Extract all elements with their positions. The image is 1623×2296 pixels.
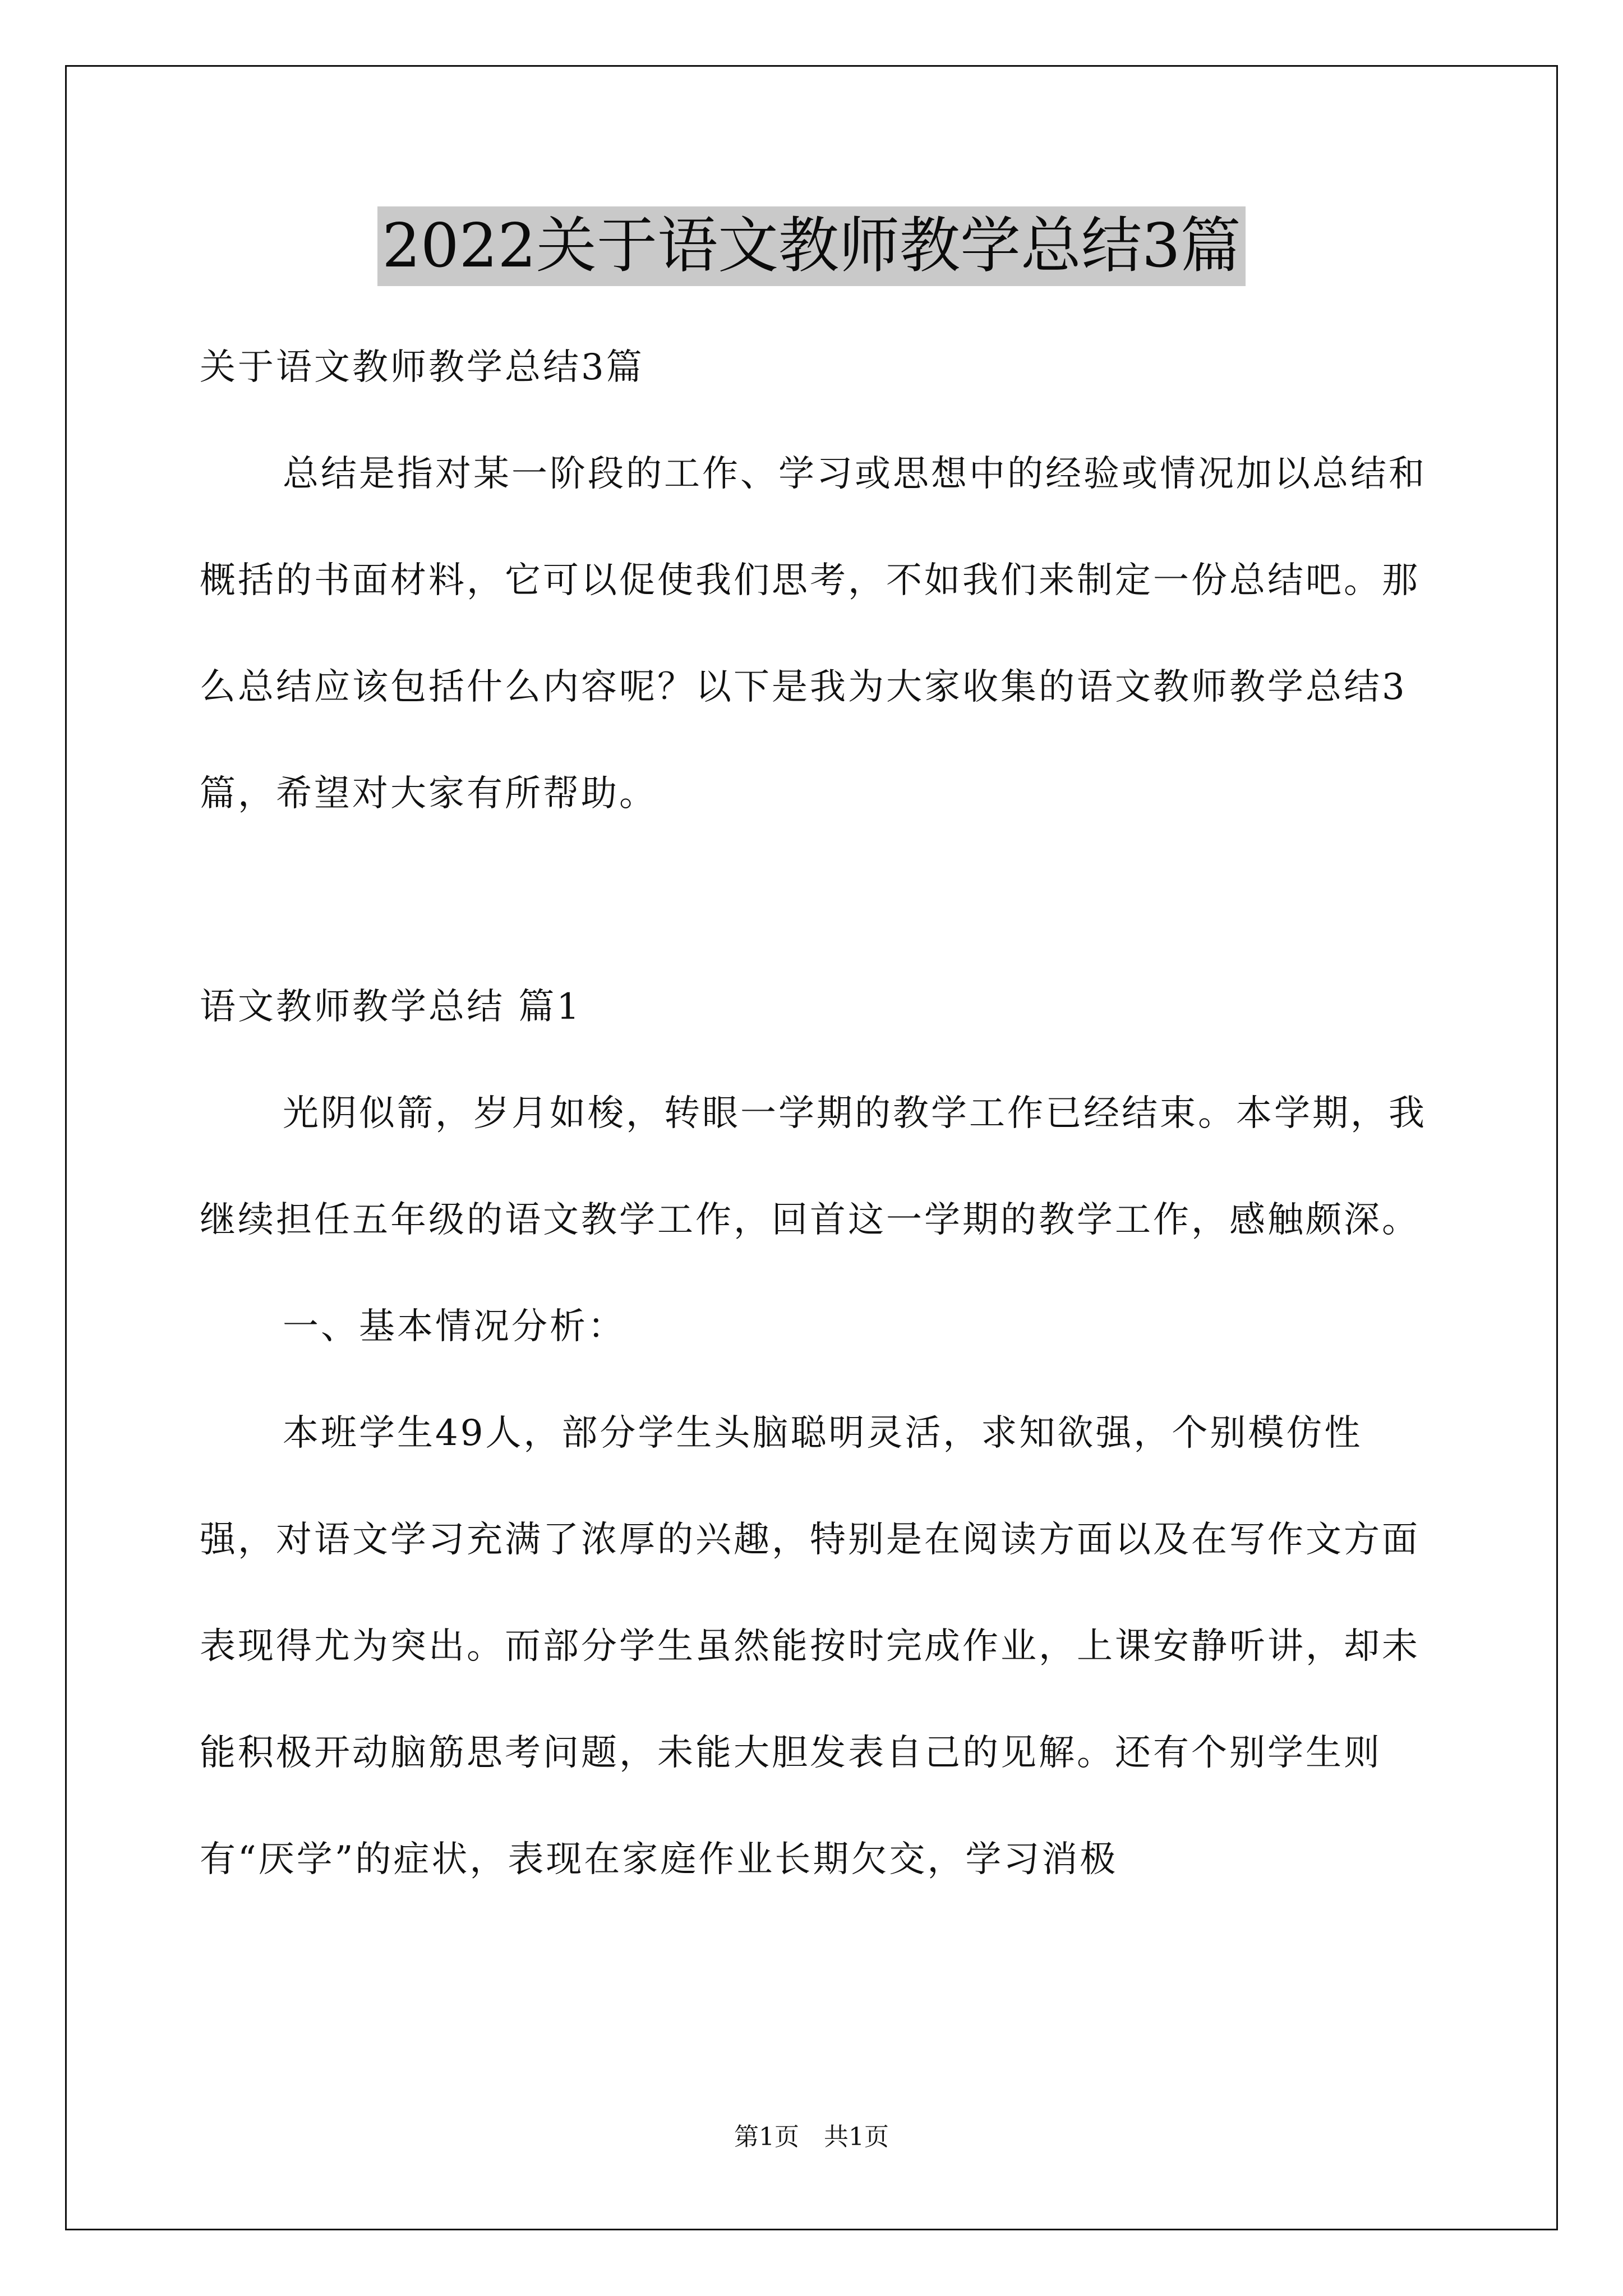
section-paragraph-2: 本班学生49人，部分学生头脑聪明灵活，求知欲强，个别模仿性强，对语文学习充满了浓厚的兴趣，特别是在阅读方面以及在写作文方面表现得尤为突出。而部分学生虽然能按时完成作业，上课安静听讲，却未能积极开动脑筋思考问题，未能大胆发表自己的见解。还有个别学生则有“厌学”的症状，表现在家庭作业长期欠交，学习消极 [200,1412,1420,1880]
document-title: 2022关于语文教师教学总结3篇 [377,206,1246,286]
document-body [200,314,1433,1913]
section-heading: 语文教师教学总结 篇1 [200,986,582,1028]
page-footer: 第1页 共1页 [734,2123,889,2151]
section-paragraph: 光阴似箭，岁月如梭，转眼一学期的教学工作已经结束。本学期，我继续担任五年级的语文教学工作，回首这一学期的教学工作，感触颇深。 [200,1093,1427,1241]
section-subheading: 一、基本情况分析： [283,1306,626,1347]
title-wrap [0,206,1623,286]
document-subtitle: 关于语文教师教学总结3篇 [200,347,644,388]
intro-paragraph: 总结是指对某一阶段的工作、学习或思想中的经验或情况加以总结和概括的书面材料，它可以促使我们思考，不如我们来制定一份总结吧。那么总结应该包括什么内容呢？以下是我为大家收集的语文教师教学总结3篇，希望对大家有所帮助。 [200,453,1427,815]
